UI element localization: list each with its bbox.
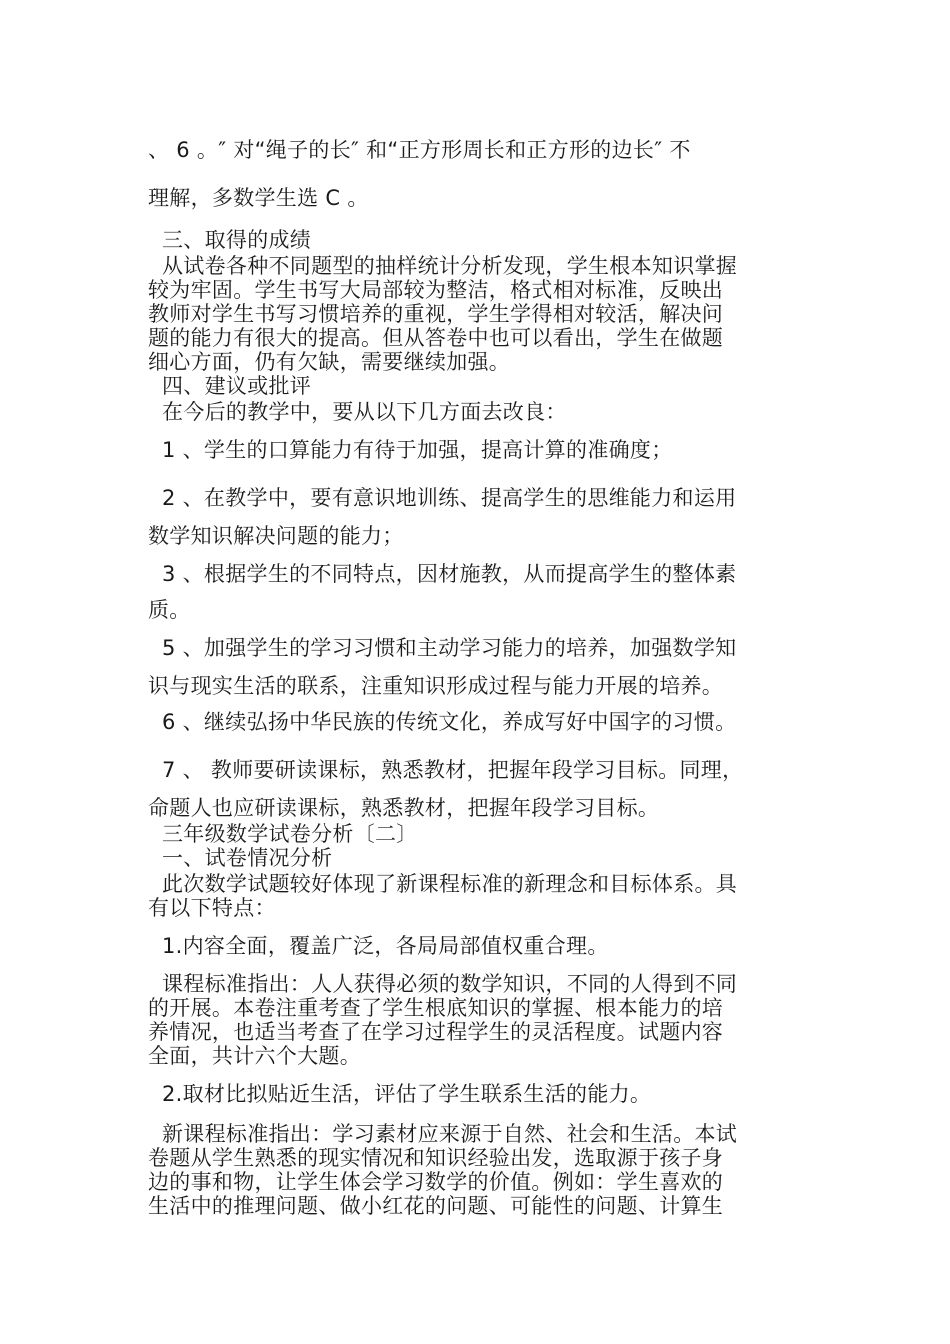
list-item: 1.内容全面，覆盖广泛，各局局部值权重合理。 <box>162 934 609 958</box>
section-heading: 四、建议或批评 <box>162 374 312 398</box>
text-line: 质。 <box>148 598 191 622</box>
text-line: 课程标准指出：人人获得必须的数学知识，不同的人得到不同 <box>162 972 738 996</box>
text-line: 识与现实生活的联系，注重知识形成过程与能力开展的培养。 <box>148 674 724 698</box>
text-line: 全面，共计六个大题。 <box>148 1044 361 1068</box>
list-item: 6 、继续弘扬中华民族的传统文化，养成写好中国字的习惯。 <box>162 710 737 734</box>
section-heading: 一、试卷情况分析 <box>162 846 333 870</box>
text-line: 从试卷各种不同题型的抽样统计分析发现，学生根本知识掌握 <box>162 254 738 278</box>
text-line: 卷题从学生熟悉的现实情况和知识经验出发，选取源于孩子身 <box>148 1146 724 1170</box>
text-line: 此次数学试题较好体现了新课程标准的新理念和目标体系。具 <box>162 872 738 896</box>
list-item: 2.取材比拟贴近生活，评估了学生联系生活的能力。 <box>162 1082 652 1106</box>
text-line: 在今后的教学中，要从以下几方面去改良： <box>162 400 567 424</box>
list-item: 1 、学生的口算能力有待于加强，提高计算的准确度； <box>162 438 673 462</box>
list-item: 3 、根据学生的不同特点，因材施教，从而提高学生的整体素 <box>162 562 737 586</box>
text-line: 、 6 。″ 对“绳子的长″ 和“正方形周长和正方形的边长″ 不 <box>148 138 691 162</box>
section-title: 三年级数学试卷分析〔二〕 <box>162 822 418 846</box>
text-line: 较为牢固。学生书写大局部较为整洁，格式相对标准，反映出 <box>148 278 724 302</box>
text-line: 养情况，也适当考查了在学习过程学生的灵活程度。试题内容 <box>148 1020 724 1044</box>
text-line: 的开展。本卷注重考查了学生根底知识的掌握、根本能力的培 <box>148 996 724 1020</box>
list-item: 5 、加强学生的学习习惯和主动学习能力的培养，加强数学知 <box>162 636 737 660</box>
text-line: 数学知识解决问题的能力； <box>148 524 404 548</box>
text-line: 理解，多数学生选 C 。 <box>148 186 369 210</box>
text-line: 有以下特点： <box>148 896 276 920</box>
text-line: 细心方面，仍有欠缺，需要继续加强。 <box>148 350 511 374</box>
list-item: 2 、在教学中，要有意识地训练、提高学生的思维能力和运用 <box>162 486 737 510</box>
text-line: 教师对学生书写习惯培养的重视，学生学得相对较活，解决问 <box>148 302 724 326</box>
section-heading: 三、取得的成绩 <box>162 228 312 252</box>
text-line: 新课程标准指出：学习素材应来源于自然、社会和生活。本试 <box>162 1122 738 1146</box>
text-line: 题的能力有很大的提高。但从答卷中也可以看出，学生在做题 <box>148 326 724 350</box>
text-line: 命题人也应研读课标，熟悉教材，把握年段学习目标。 <box>148 796 660 820</box>
text-line: 边的事和物，让学生体会学习数学的价值。例如：学生喜欢的 <box>148 1170 724 1194</box>
text-line: 生活中的推理问题、做小红花的问题、可能性的问题、计算生 <box>148 1194 724 1218</box>
list-item: 7 、 教师要研读课标，熟悉教材，把握年段学习目标。同理， <box>162 758 744 782</box>
